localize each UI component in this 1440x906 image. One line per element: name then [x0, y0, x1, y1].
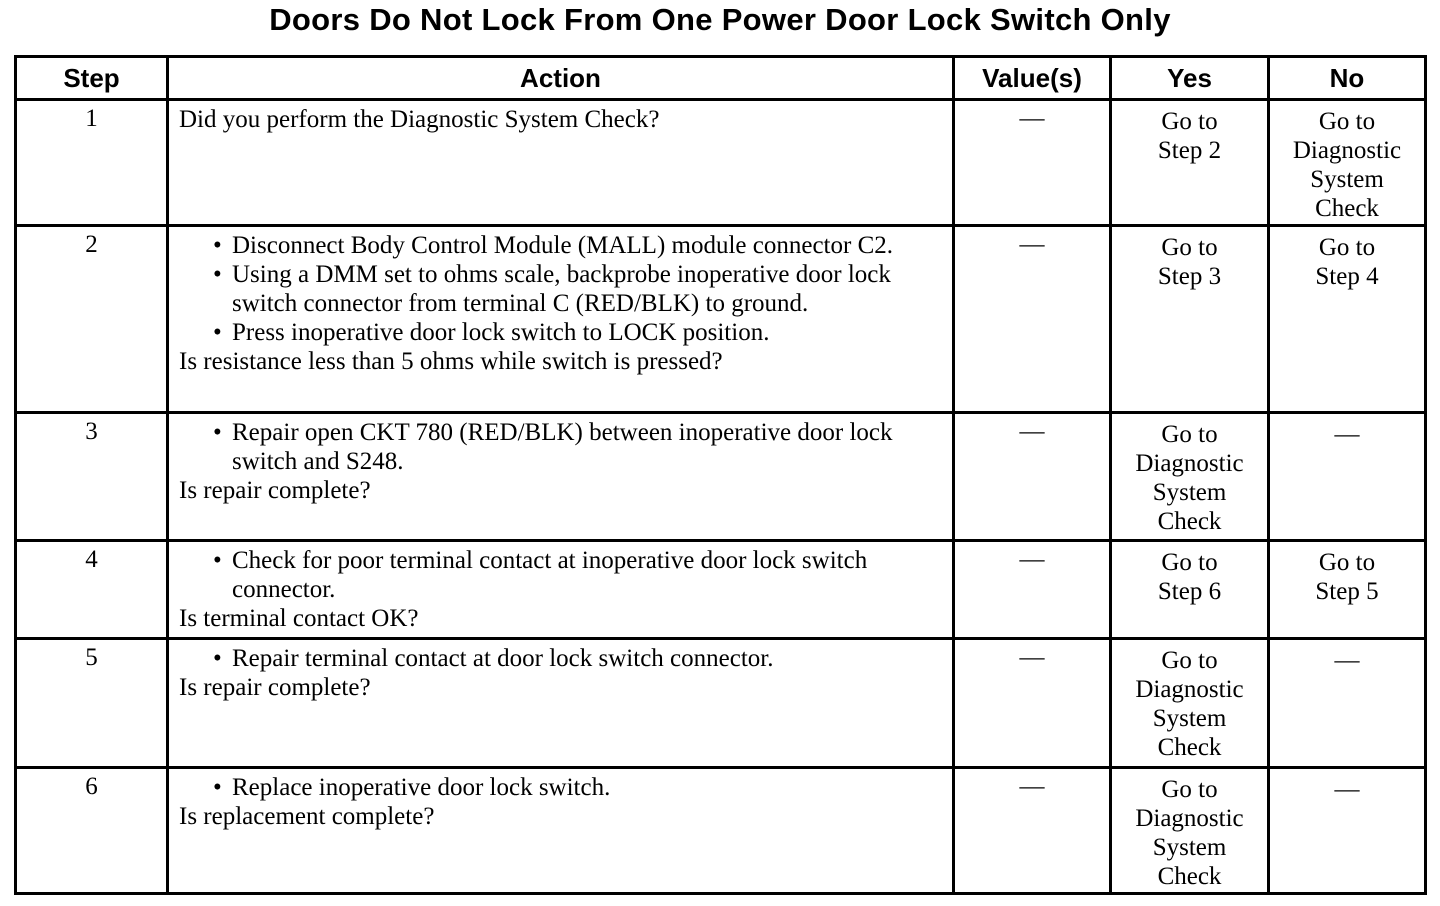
- action-bullet: • Check for poor terminal contact at inoperative door lock switch connector.: [213, 546, 944, 604]
- no-cell: —: [1269, 412, 1426, 540]
- value-cell: —: [954, 226, 1111, 412]
- action-steps: [179, 418, 944, 476]
- action-cell: [168, 639, 954, 767]
- step-number: 3: [16, 412, 168, 540]
- header-step: Step: [16, 57, 168, 100]
- action-bullet: • Disconnect Body Control Module (MALL) module connector C2.: [213, 231, 944, 260]
- step-number: 5: [16, 639, 168, 767]
- yes-cell: Go to Step 3: [1111, 226, 1269, 412]
- yes-cell: Go to Diagnostic System Check: [1111, 767, 1269, 893]
- no-cell: Go to Step 4: [1269, 226, 1426, 412]
- step-number: 4: [16, 541, 168, 639]
- action-bullet: • Repair terminal contact at door lock switch connector.: [213, 644, 944, 673]
- action-steps: [179, 231, 944, 347]
- table-row: [16, 767, 1426, 893]
- value-cell: —: [954, 541, 1111, 639]
- yes-cell: Go to Step 6: [1111, 541, 1269, 639]
- action-cell: [168, 100, 954, 226]
- action-cell: [168, 767, 954, 893]
- no-cell: Go to Step 5: [1269, 541, 1426, 639]
- table-row: [16, 639, 1426, 767]
- diagnostic-table: [14, 55, 1427, 895]
- value-cell: —: [954, 412, 1111, 540]
- step-number: 1: [16, 100, 168, 226]
- action-bullet: • Repair open CKT 780 (RED/BLK) between inoperative door lock switch and S248.: [213, 418, 944, 476]
- action-bullet: • Using a DMM set to ohms scale, backprobe inoperative door lock switch connector from terminal C (RED/BLK) to ground.: [213, 260, 944, 318]
- table-row: [16, 226, 1426, 412]
- step-number: 6: [16, 767, 168, 893]
- table-body: [16, 100, 1426, 894]
- action-bullet: • Replace inoperative door lock switch.: [213, 773, 944, 802]
- header-row: [16, 57, 1426, 100]
- action-question: Did you perform the Diagnostic System Check?: [179, 106, 660, 133]
- action-bullet: • Press inoperative door lock switch to LOCK position.: [213, 318, 944, 347]
- value-cell: —: [954, 767, 1111, 893]
- page-title: Doors Do Not Lock From One Power Door Lock Switch Only: [269, 2, 1171, 37]
- action-cell: [168, 226, 954, 412]
- header-values: Value(s): [954, 57, 1111, 100]
- table-row: [16, 100, 1426, 226]
- no-cell: —: [1269, 639, 1426, 767]
- action-question: Is terminal contact OK?: [179, 605, 419, 633]
- header-no: No: [1269, 57, 1426, 100]
- step-number: 2: [16, 226, 168, 412]
- action-cell: [168, 412, 954, 540]
- action-question: Is repair complete?: [179, 476, 371, 504]
- action-steps: [179, 773, 944, 802]
- yes-cell: Go to Diagnostic System Check: [1111, 412, 1269, 540]
- action-steps: [179, 644, 944, 673]
- action-question: Is repair complete?: [179, 674, 371, 702]
- action-steps: [179, 546, 944, 604]
- table-row: [16, 541, 1426, 639]
- value-cell: —: [954, 100, 1111, 226]
- header-yes: Yes: [1111, 57, 1269, 100]
- action-question: Is replacement complete?: [179, 802, 435, 830]
- table-row: [16, 412, 1426, 540]
- action-question: Is resistance less than 5 ohms while switch is pressed?: [179, 348, 723, 376]
- no-cell: Go to Diagnostic System Check: [1269, 100, 1426, 226]
- action-cell: [168, 541, 954, 639]
- header-action: Action: [168, 57, 954, 100]
- yes-cell: Go to Diagnostic System Check: [1111, 639, 1269, 767]
- no-cell: —: [1269, 767, 1426, 893]
- yes-cell: Go to Step 2: [1111, 100, 1269, 226]
- value-cell: —: [954, 639, 1111, 767]
